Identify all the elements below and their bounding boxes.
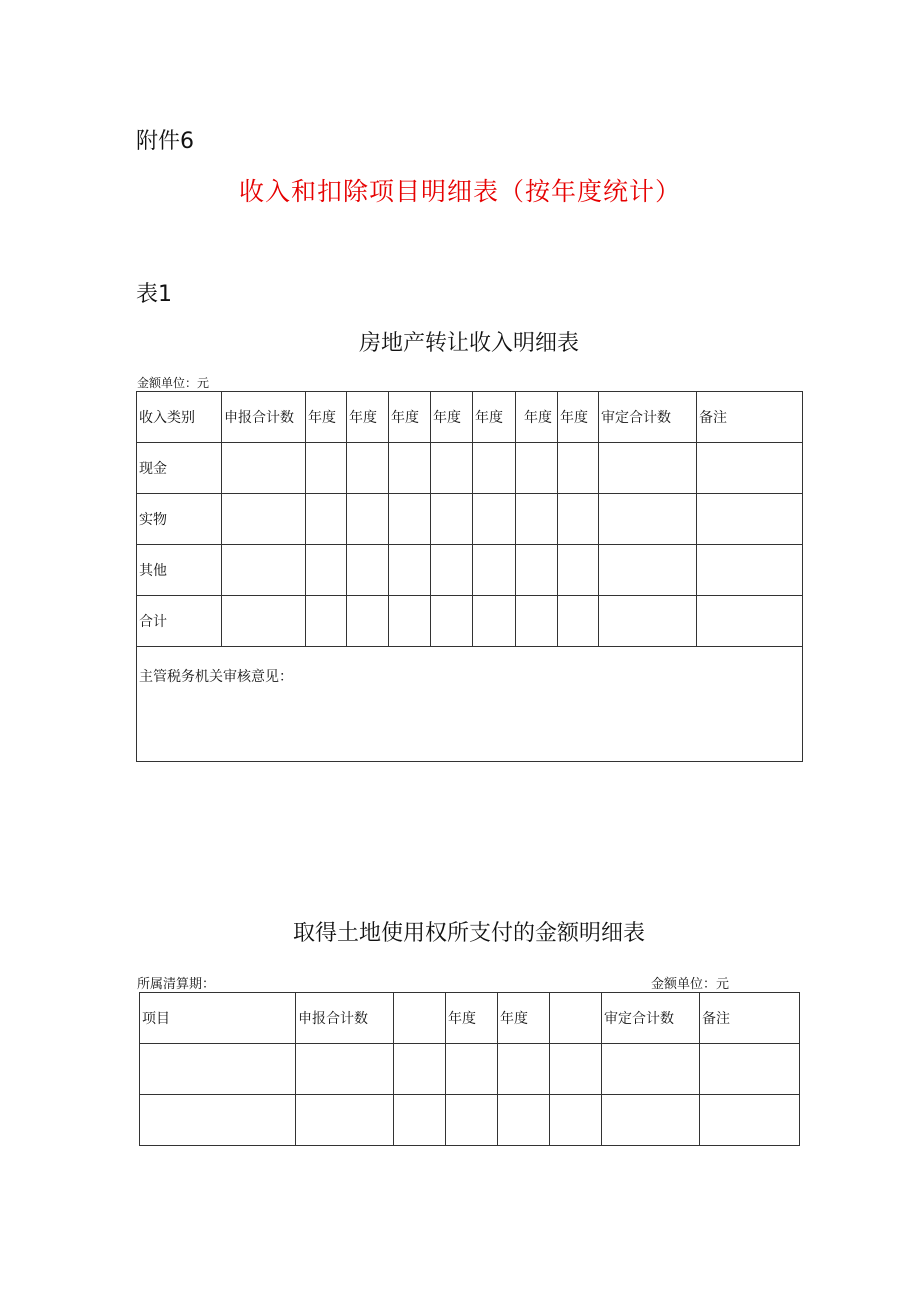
cell[interactable] [473,596,516,647]
cell[interactable] [558,443,599,494]
cell[interactable] [431,443,473,494]
header-blank [550,993,602,1044]
cell[interactable] [558,494,599,545]
cell[interactable] [306,545,347,596]
table-row [140,1095,800,1146]
settlement-period-label: 所属清算期： [137,977,216,992]
cell[interactable] [697,596,803,647]
header-year: 年度 [389,392,431,443]
cell[interactable] [599,596,697,647]
land-use-right-table [139,992,800,1146]
cell[interactable] [473,545,516,596]
header-approved-total: 审定合计数 [599,392,697,443]
table2-unit-note: 金额单位：元 [651,977,730,992]
table-number: 表1 [136,282,172,307]
cell[interactable] [389,443,431,494]
cell[interactable] [140,1044,296,1095]
cell[interactable] [558,596,599,647]
table-row [137,443,803,494]
cell[interactable] [516,545,558,596]
cell[interactable] [296,1044,394,1095]
row-label-cash: 现金 [137,443,222,494]
cell[interactable] [473,443,516,494]
header-year: 年度 [473,392,516,443]
cell[interactable] [446,1095,498,1146]
table-row [137,494,803,545]
cell[interactable] [389,596,431,647]
header-declared-total: 申报合计数 [296,993,394,1044]
cell[interactable] [697,494,803,545]
opinion-row [137,647,803,762]
header-year: 年度 [446,993,498,1044]
cell[interactable] [516,494,558,545]
row-label-other: 其他 [137,545,222,596]
header-income-category: 收入类别 [137,392,222,443]
header-year: 年度 [516,392,558,443]
header-year: 年度 [558,392,599,443]
cell[interactable] [599,494,697,545]
cell[interactable] [446,1044,498,1095]
cell[interactable] [347,545,389,596]
cell[interactable] [306,494,347,545]
cell[interactable] [306,443,347,494]
cell[interactable] [697,443,803,494]
cell[interactable] [296,1095,394,1146]
header-year: 年度 [431,392,473,443]
cell[interactable] [347,596,389,647]
cell[interactable] [394,1044,446,1095]
header-remarks: 备注 [700,993,800,1044]
cell[interactable] [222,596,306,647]
cell[interactable] [394,1095,446,1146]
cell[interactable] [550,1095,602,1146]
cell[interactable] [700,1095,800,1146]
attachment-label: 附件6 [136,129,194,154]
table2-header-row [140,993,800,1044]
cell[interactable] [347,443,389,494]
table1-header-row [137,392,803,443]
table-row [140,1044,800,1095]
cell[interactable] [599,443,697,494]
cell[interactable] [700,1044,800,1095]
cell[interactable] [697,545,803,596]
cell[interactable] [473,494,516,545]
header-year: 年度 [306,392,347,443]
table1-title: 房地产转让收入明细表 [358,331,579,356]
cell[interactable] [222,443,306,494]
cell[interactable] [347,494,389,545]
header-year: 年度 [498,993,550,1044]
cell[interactable] [516,443,558,494]
cell[interactable] [222,494,306,545]
cell[interactable] [498,1095,550,1146]
row-label-in-kind: 实物 [137,494,222,545]
cell[interactable] [516,596,558,647]
table-row [137,596,803,647]
cell[interactable] [431,596,473,647]
header-remarks: 备注 [697,392,803,443]
cell[interactable] [389,494,431,545]
cell[interactable] [431,545,473,596]
header-year: 年度 [347,392,389,443]
cell[interactable] [389,545,431,596]
cell[interactable] [140,1095,296,1146]
cell[interactable] [599,545,697,596]
main-title: 收入和扣除项目明细表（按年度统计） [238,177,681,206]
header-item: 项目 [140,993,296,1044]
cell[interactable] [498,1044,550,1095]
row-label-total: 合计 [137,596,222,647]
cell[interactable] [558,545,599,596]
header-blank [394,993,446,1044]
table1-unit-note: 金额单位：元 [137,376,210,390]
cell[interactable] [602,1095,700,1146]
header-approved-total: 审定合计数 [602,993,700,1044]
income-detail-table [136,391,803,762]
cell[interactable] [306,596,347,647]
tax-authority-opinion[interactable]: 主管税务机关审核意见： [137,647,803,762]
cell[interactable] [431,494,473,545]
header-declared-total: 申报合计数 [222,392,306,443]
table-row [137,545,803,596]
cell[interactable] [550,1044,602,1095]
cell[interactable] [602,1044,700,1095]
cell[interactable] [222,545,306,596]
table2-title: 取得土地使用权所支付的金额明细表 [292,921,645,946]
